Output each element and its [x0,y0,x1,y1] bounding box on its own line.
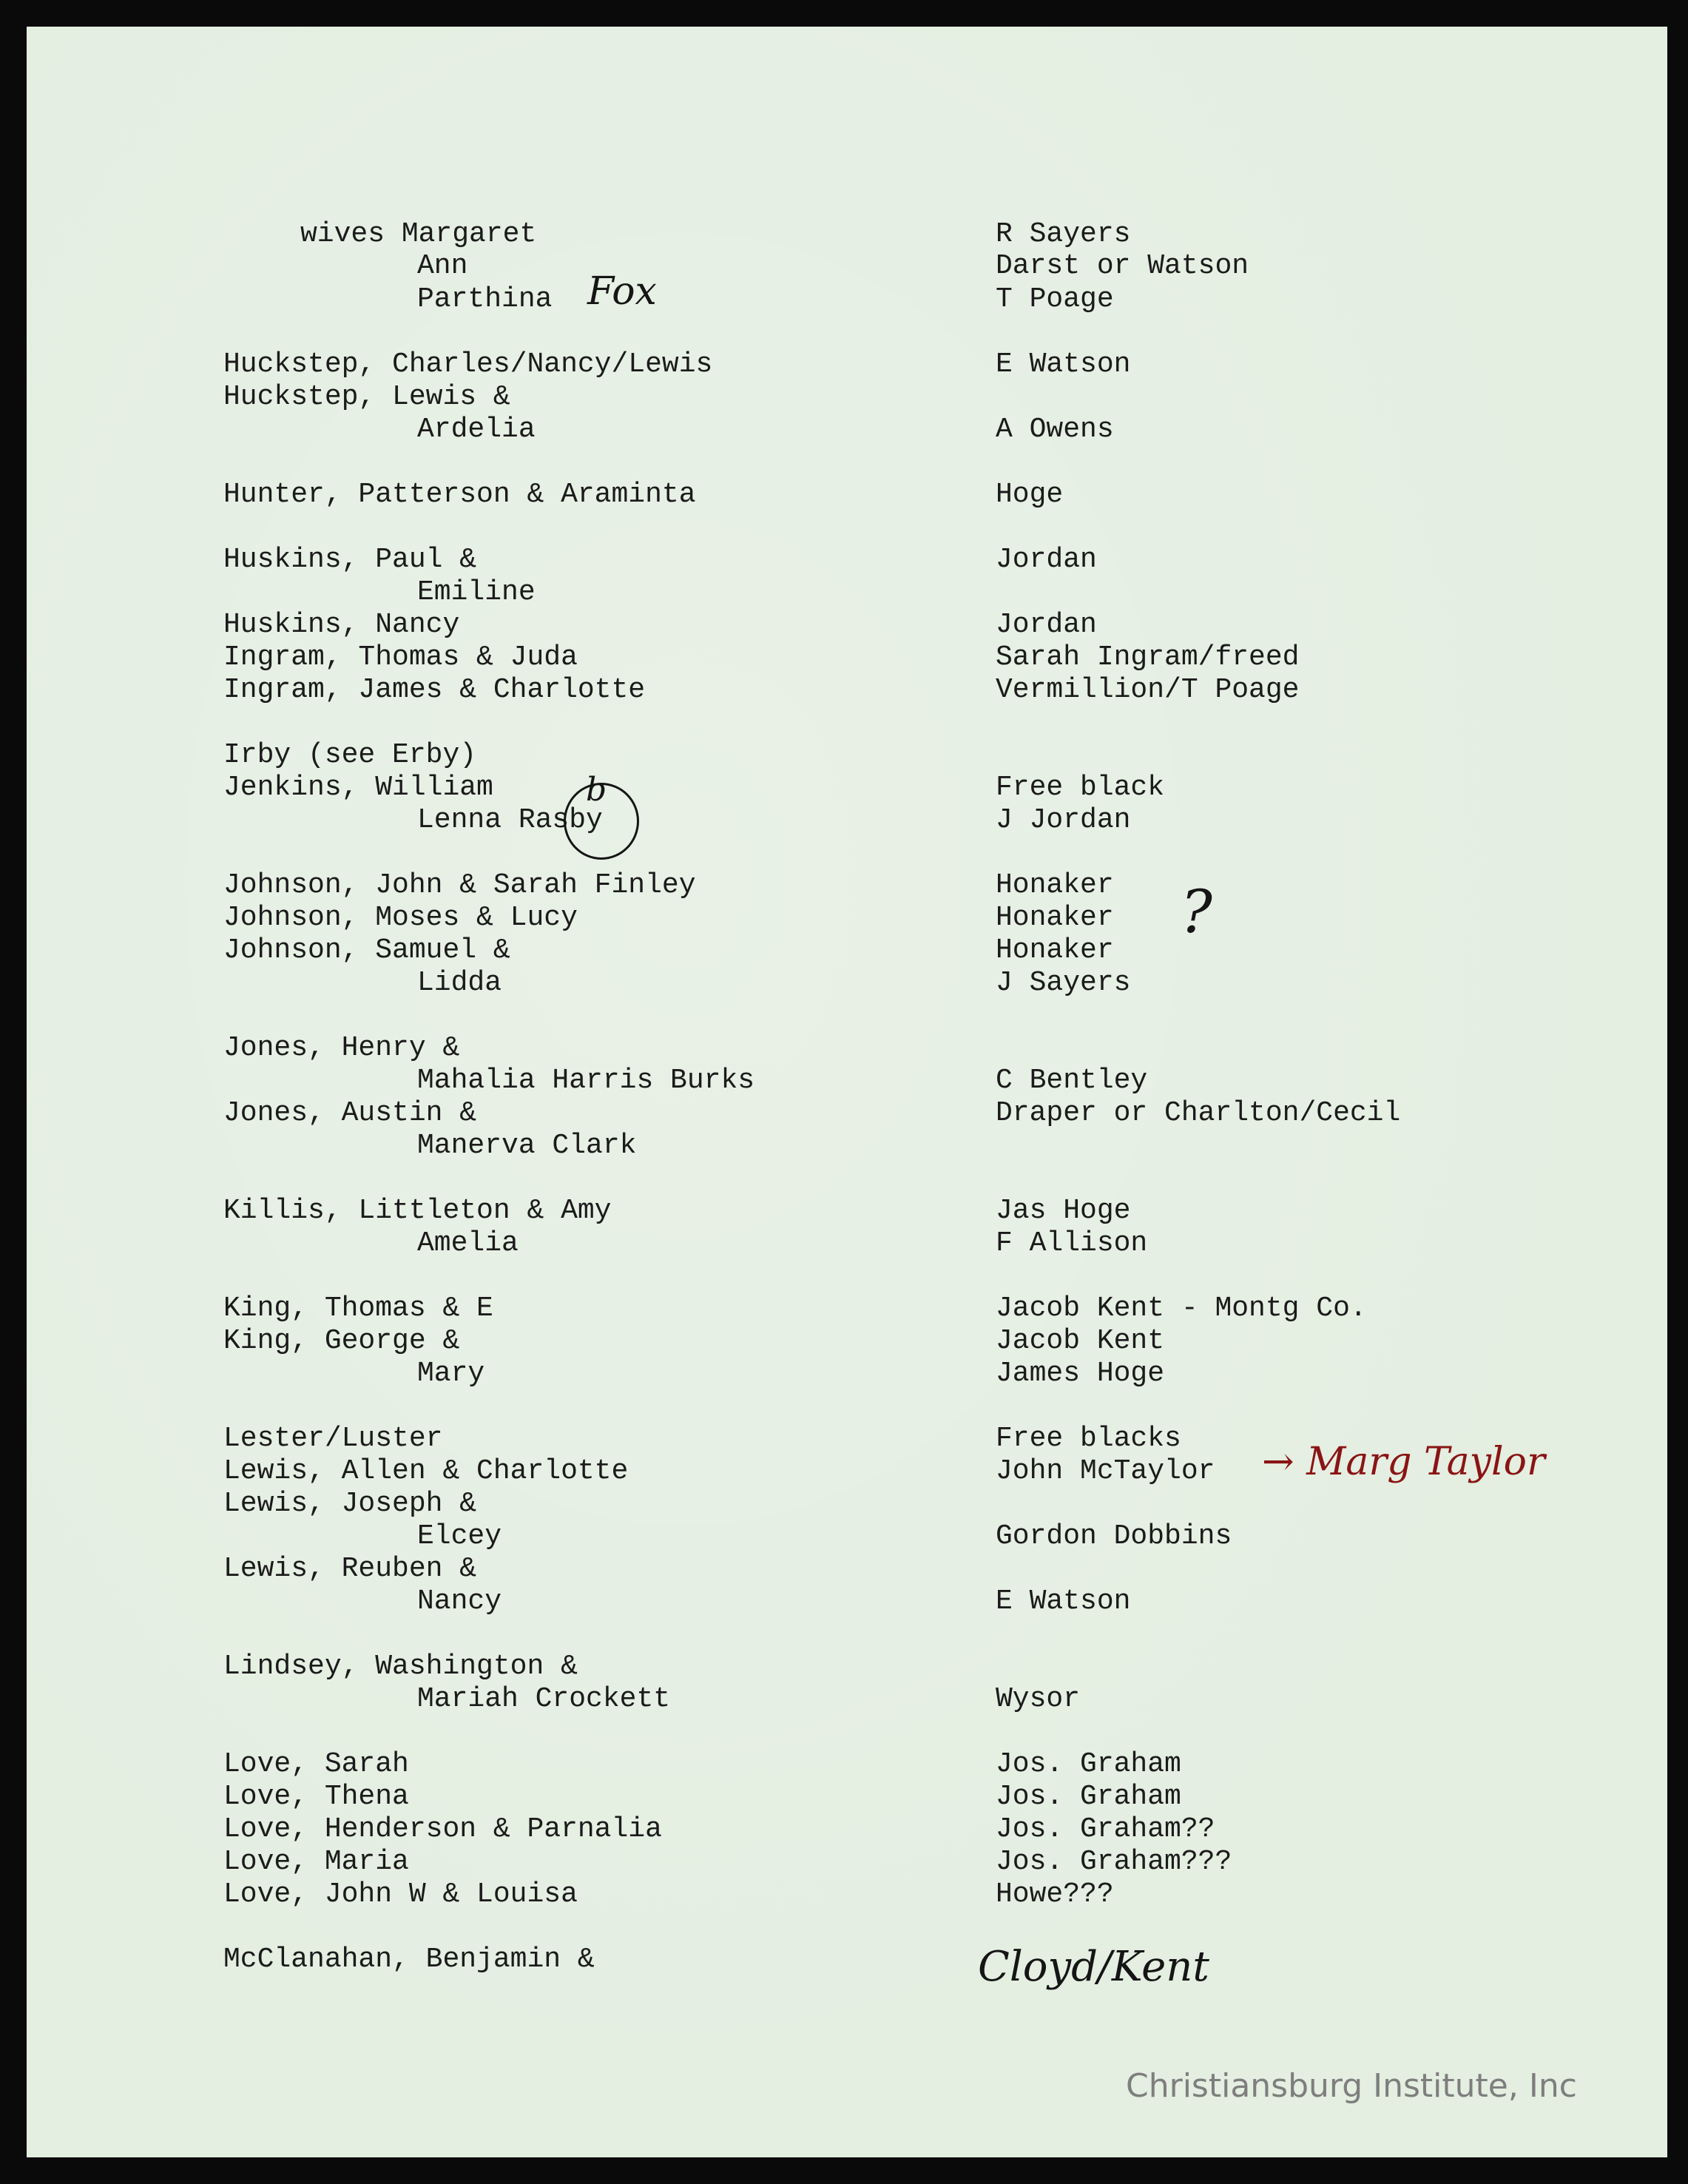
entry-left: Lewis, Joseph & [223,1488,477,1520]
entry-left: Lester/Luster [223,1423,443,1455]
entry-left: wives Margaret [300,218,537,250]
entry-right: Jas Hoge [996,1195,1131,1227]
entry-right: J Sayers [996,967,1131,999]
entry-left: Love, Thena [223,1781,409,1813]
entry-right: James Hoge [996,1358,1165,1389]
entry-right: Jordan [996,544,1097,576]
entry-right: Jos. Graham [996,1781,1181,1813]
entry-left: Hunter, Patterson & Araminta [223,479,696,510]
entry-left: McClanahan, Benjamin & [223,1944,595,1975]
entry-left: Huckstep, Charles/Nancy/Lewis [223,348,713,380]
entry-left: Mariah Crockett [417,1683,671,1715]
entry-left: Lenna Rasby [417,804,603,836]
entry-right: A Owens [996,414,1114,445]
entry-right: Sarah Ingram/freed [996,641,1300,673]
entry-left: Emiline [417,576,536,608]
entry-left: Ann [417,250,468,282]
entry-left: Parthina [417,283,553,315]
entry-right: Howe??? [996,1878,1114,1910]
entry-right: Darst or Watson [996,250,1249,282]
entry-right: Honaker [996,934,1114,966]
entry-left: Love, Sarah [223,1748,409,1780]
entry-left: Love, John W & Louisa [223,1878,578,1910]
entry-right: F Allison [996,1227,1148,1259]
entry-right: E Watson [996,1585,1131,1617]
entry-left: Love, Maria [223,1846,409,1878]
entry-left: Lewis, Allen & Charlotte [223,1455,629,1487]
entry-right: E Watson [996,348,1131,380]
entry-left: King, George & [223,1325,460,1357]
entry-left: Ardelia [417,414,536,445]
entry-right: Jacob Kent - Montg Co. [996,1292,1367,1324]
entry-right: Jacob Kent [996,1325,1165,1357]
handwritten-note-marg-taylor: → Marg Taylor [1262,1440,1545,1484]
entry-left: King, Thomas & E [223,1292,493,1324]
entry-right: Wysor [996,1683,1081,1715]
entry-right: Jordan [996,609,1097,641]
entry-left: Manerva Clark [417,1130,637,1162]
entry-left: Lindsey, Washington & [223,1651,578,1682]
handwritten-circled-letter: b [586,771,607,809]
entry-left: Ingram, James & Charlotte [223,674,646,706]
entry-left: Johnson, Moses & Lucy [223,902,578,934]
handwritten-note-fox: Fox [587,269,657,314]
entry-right: Free blacks [996,1423,1181,1455]
entry-left: Lidda [417,967,502,999]
entry-right: Hoge [996,479,1064,510]
entry-left: Killis, Littleton & Amy [223,1195,612,1227]
entry-left: Ingram, Thomas & Juda [223,641,578,673]
watermark-text: Christiansburg Institute, Inc [1126,2067,1577,2105]
entry-right: Vermillion/T Poage [996,674,1300,706]
entry-right: Draper or Charlton/Cecil [996,1097,1401,1129]
entry-right: Honaker [996,902,1114,934]
entry-left: Amelia [417,1227,519,1259]
entry-left: Jones, Austin & [223,1097,477,1129]
entry-right: Jos. Graham??? [996,1846,1232,1878]
entry-left: Love, Henderson & Parnalia [223,1813,662,1845]
entry-right: R Sayers [996,218,1131,250]
entry-right: Honaker [996,869,1114,901]
entry-left: Johnson, Samuel & [223,934,510,966]
entry-left: Johnson, John & Sarah Finley [223,869,696,901]
entry-left: Elcey [417,1520,502,1552]
entry-left: Mahalia Harris Burks [417,1065,755,1096]
entry-left: Huskins, Nancy [223,609,460,641]
entry-left: Lewis, Reuben & [223,1553,477,1585]
entry-right: J Jordan [996,804,1131,836]
handwritten-note-cloyd-kent: Cloyd/Kent [978,1943,1209,1991]
entry-right: Jos. Graham [996,1748,1181,1780]
entry-right: C Bentley [996,1065,1148,1096]
document-page [27,27,1667,2157]
entry-right: John McTaylor [996,1455,1215,1487]
entry-left: Nancy [417,1585,502,1617]
entry-left: Irby (see Erby) [223,739,477,771]
entry-right: Jos. Graham?? [996,1813,1215,1845]
entry-left: Jenkins, William [223,772,493,803]
handwritten-question-mark: ? [1181,877,1212,946]
entry-left: Jones, Henry & [223,1032,460,1064]
entry-right: Gordon Dobbins [996,1520,1232,1552]
entry-left: Mary [417,1358,485,1389]
entry-left: Huskins, Paul & [223,544,477,576]
entry-right: Free black [996,772,1165,803]
entry-left: Huckstep, Lewis & [223,381,510,413]
entry-right: T Poage [996,283,1114,315]
